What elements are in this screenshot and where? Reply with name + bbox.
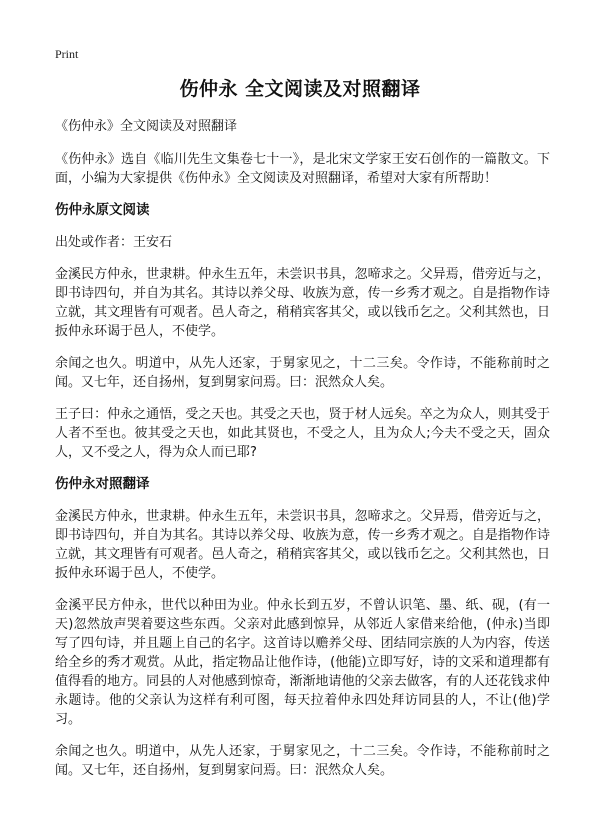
translation-paragraph-2: 金溪平民方仲永，世代以种田为业。仲永长到五岁，不曾认识笔、墨、纸、砚，(有一天)忽然放声哭着要这些东西。父亲对此感到惊异，从邻近人家借来给他，(仲永)当即写了四句诗，并且题上自己的名字。这首诗以赡养父母、团结同宗族的人为内容，传送给全乡的秀才观赏。从此，指定物品让他作诗，(他能)立即写好，诗的文采和道理都有值得看的地方。同县的人对他感到惊奇，渐渐地请他的父亲去做客，有的人还花钱求仲永题诗。他的父亲认为这样有利可图，每天拉着仲永四处拜访同县的人，不让(他)学习。: [55, 598, 550, 727]
translation-paragraph-1: 金溪民方仲永，世隶耕。仲永生五年，未尝识书具，忽啼求之。父异焉，借旁近与之，即书诗四句，并自为其名。其诗以养父母、收族为意，传一乡秀才观之。自是指物作诗立就，其文理皆有可观者。邑人奇之，稍稍宾客其父，或以钱币乞之。父利其然也，日扳仲永环谒于邑人，不使学。: [55, 509, 550, 581]
translation-paragraph-3: 余闻之也久。明道中，从先人还家，于舅家见之，十二三矣。令作诗，不能称前时之闻。又七年，还自扬州，复到舅家问焉。曰：泯然众人矣。: [55, 744, 550, 778]
author-line: 出处或作者：王安石: [55, 235, 173, 250]
page-title: 伤仲永 全文阅读及对照翻译: [179, 78, 421, 100]
print-label[interactable]: Print: [55, 47, 79, 61]
original-paragraph-1: 金溪民方仲永，世隶耕。仲永生五年，未尝识书具，忽啼求之。父异焉，借旁近与之，即书诗四句，并自为其名。其诗以养父母、收族为意，传一乡秀才观之。自是指物作诗立就，其文理皆有可观者。邑人奇之，稍稍宾客其父，或以钱币乞之。父利其然也，日扳仲永环谒于邑人，不使学。: [55, 267, 550, 339]
section-heading-original: 伤仲永原文阅读: [55, 202, 150, 218]
original-paragraph-3: 王子曰：仲永之通悟，受之天也。其受之天也，贤于材人远矣。卒之为众人，则其受于人者不至也。彼其受之天也，如此其贤也，不受之人，且为众人;今夫不受之天，固众人，又不受之人，得为众人而已耶?: [55, 407, 550, 460]
document-body: [55, 117, 550, 793]
document-subtitle: 《伤仲永》全文阅读及对照翻译: [55, 119, 238, 134]
original-paragraph-2: 余闻之也久。明道中，从先人还家，于舅家见之，十二三矣。令作诗，不能称前时之闻。又七年，还自扬州，复到舅家问焉。曰：泯然众人矣。: [55, 356, 550, 390]
section-heading-translation: 伤仲永对照翻译: [55, 476, 150, 492]
intro-paragraph: 《伤仲永》选自《临川先生文集卷七十一》，是北宋文学家王安石创作的一篇散文。下面，小编为大家提供《伤仲永》全文阅读及对照翻译，希望对大家有所帮助！: [55, 152, 550, 186]
